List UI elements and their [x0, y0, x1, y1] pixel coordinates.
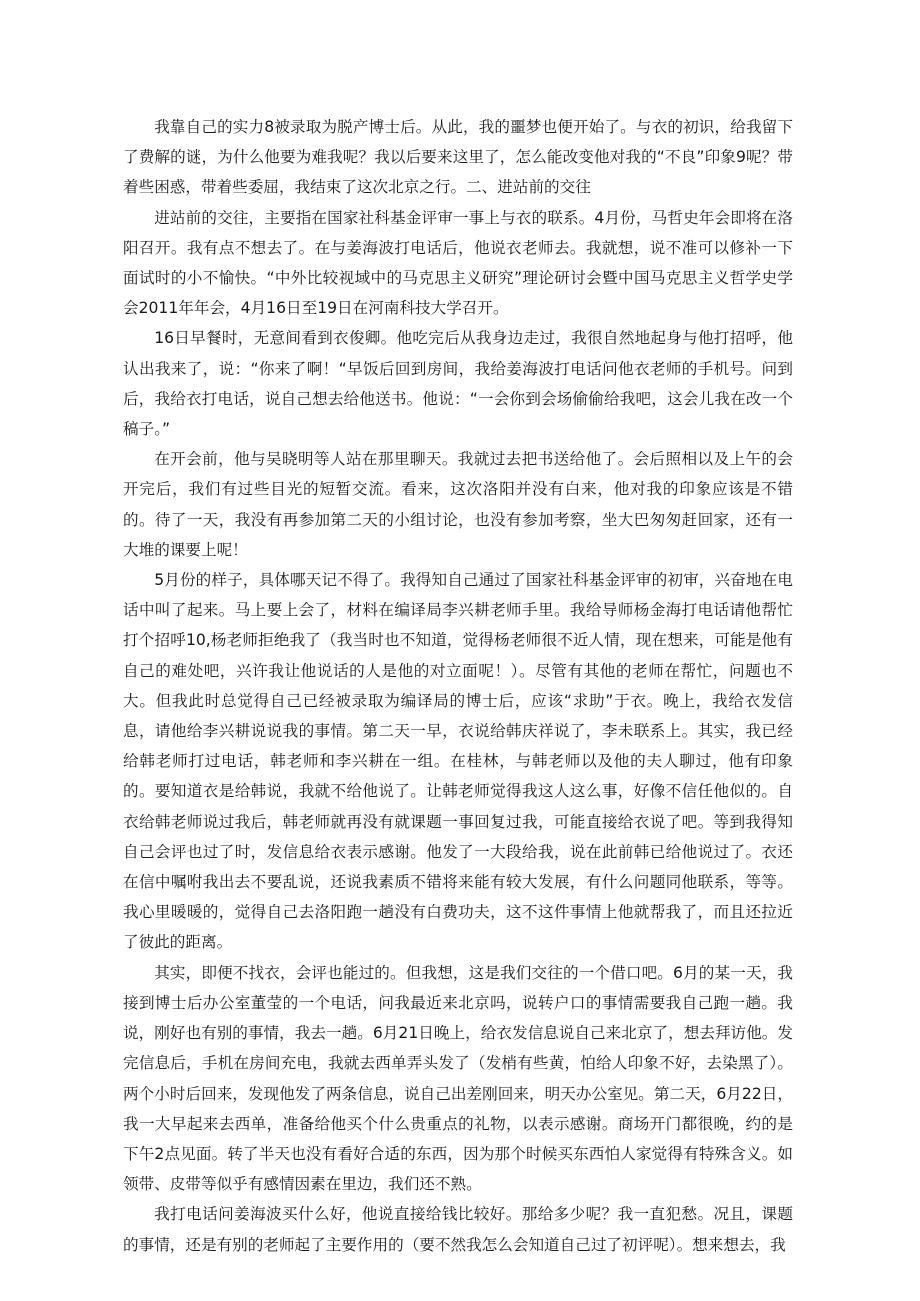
paragraph-4: 在开会前，他与吴晓明等人站在那里聊天。我就过去把书送给他了。会后照相以及上午的会开完后，我们有过些目光的短暂交流。看来，这次洛阳并没有白来，他对我的印象应该是不错的。待了一天，我没有再参加第二天的小组讨论，也没有参加考察，坐大巴匆匆赶回家，还有一大堆的课要上呢！	[123, 450, 793, 559]
paragraph-5: 5月份的样子，具体哪天记不得了。我得知自己通过了国家社科基金评审的初审，兴奋地在电话中叫了起来。马上要上会了，材料在编译局李兴耕老师手里。我给导师杨金海打电话请他帮忙打个招呼10,杨老师拒绝我了（我当时也不知道，觉得杨老师很不近人情，现在想来，可能是他有自己的难处吧，兴许我让他说话的人是他的对立面呢！）。尽管有其他的老师在帮忙，问题也不大。但我此时总觉得自己已经被录取为编译局的博士后，应该“求助”于衣。晚上，我给衣发信息，请他给李兴耕说说我的事情。第二天一早，衣说给韩庆祥说了，李未联系上。其实，我已经给韩老师打过电话，韩老师和李兴耕在一组。在桂林，与韩老师以及他的夫人聊过，他有印象的。要知道衣是给韩说，我就不给他说了。让韩老师觉得我这人这么事，好像不信任他似的。自衣给韩老师说过我后，韩老师就再没有就课题一事回复过我，可能直接给衣说了吧。等到我得知自己会评也过了时，发信息给衣表示感谢。他发了一大段给我，说在此前韩已给他说过了。衣还在信中嘱咐我出去不要乱说，还说我素质不错将来能有较大发展，有什么问题同他联系，等等。我心里暖暖的，觉得自己去洛阳跑一趟没有白费功夫，这不这件事情上他就帮我了，而且还拉近了彼此的距离。	[123, 571, 793, 952]
paragraph-7: 我打电话问姜海波买什么好，他说直接给钱比较好。那给多少呢？我一直犯愁。况且，课题的事情，还是有别的老师起了主要作用的（要不然我怎么会知道自己过了初评呢）。想来想去，我	[123, 1205, 793, 1254]
paragraph-2: 进站前的交往，主要指在国家社科基金评审一事上与衣的联系。4月份，马哲史年会即将在洛阳召开。我有点不想去了。在与姜海波打电话后，他说衣老师去。我就想，说不准可以修补一下面试时的小不愉快。“中外比较视域中的马克思主义研究”理论研讨会暨中国马克思主义哲学史学会2011年年会，4月16日至19日在河南科技大学召开。	[123, 208, 793, 318]
paragraph-6: 其实，即便不找衣，会评也能过的。但我想，这是我们交往的一个借口吧。6月的某一天，我接到博士后办公室董莹的一个电话，问我最近来北京吗，说转户口的事情需要我自己跑一趟。我说，刚好也有别的事情，我去一趟。6月21日晚上，给衣发信息说自己来北京了，想去拜访他。发完信息后，手机在房间充电，我就去西单弄头发了（发梢有些黄，怕给人印象不好，去染黑了）。两个小时后回来，发现他发了两条信息，说自己出差刚回来，明天办公室见。第二天，6月22日，我一大早起来去西单，准备给他买个什么贵重点的礼物，以表示感谢。商场开门都很晚，约的是下午2点见面。转了半天也没有看好合适的东西，因为那个时候买东西怕人家觉得有特殊含义。如领带、皮带等似乎有感情因素在里边，我们还不熟。	[123, 963, 793, 1194]
document-body	[123, 112, 793, 1260]
paragraph-3: 16日早餐时，无意间看到衣俊卿。他吃完后从我身边走过，我很自然地起身与他打招呼，他认出我来了，说：“你来了啊！“早饭后回到房间，我给姜海波打电话问他衣老师的手机号。问到后，我给衣打电话，说自己想去给他送书。他说：“一会你到会场偷偷给我吧，这会儿我在改一个稿子。”	[123, 329, 793, 439]
paragraph-1: 我靠自己的实力8被录取为脱产博士后。从此，我的噩梦也便开始了。与衣的初识，给我留下了费解的谜，为什么他要为难我呢？我以后要来这里了，怎么能改变他对我的“不良”印象9呢？带着些困惑，带着些委屈，我结束了这次北京之行。二、进站前的交往	[123, 118, 793, 197]
